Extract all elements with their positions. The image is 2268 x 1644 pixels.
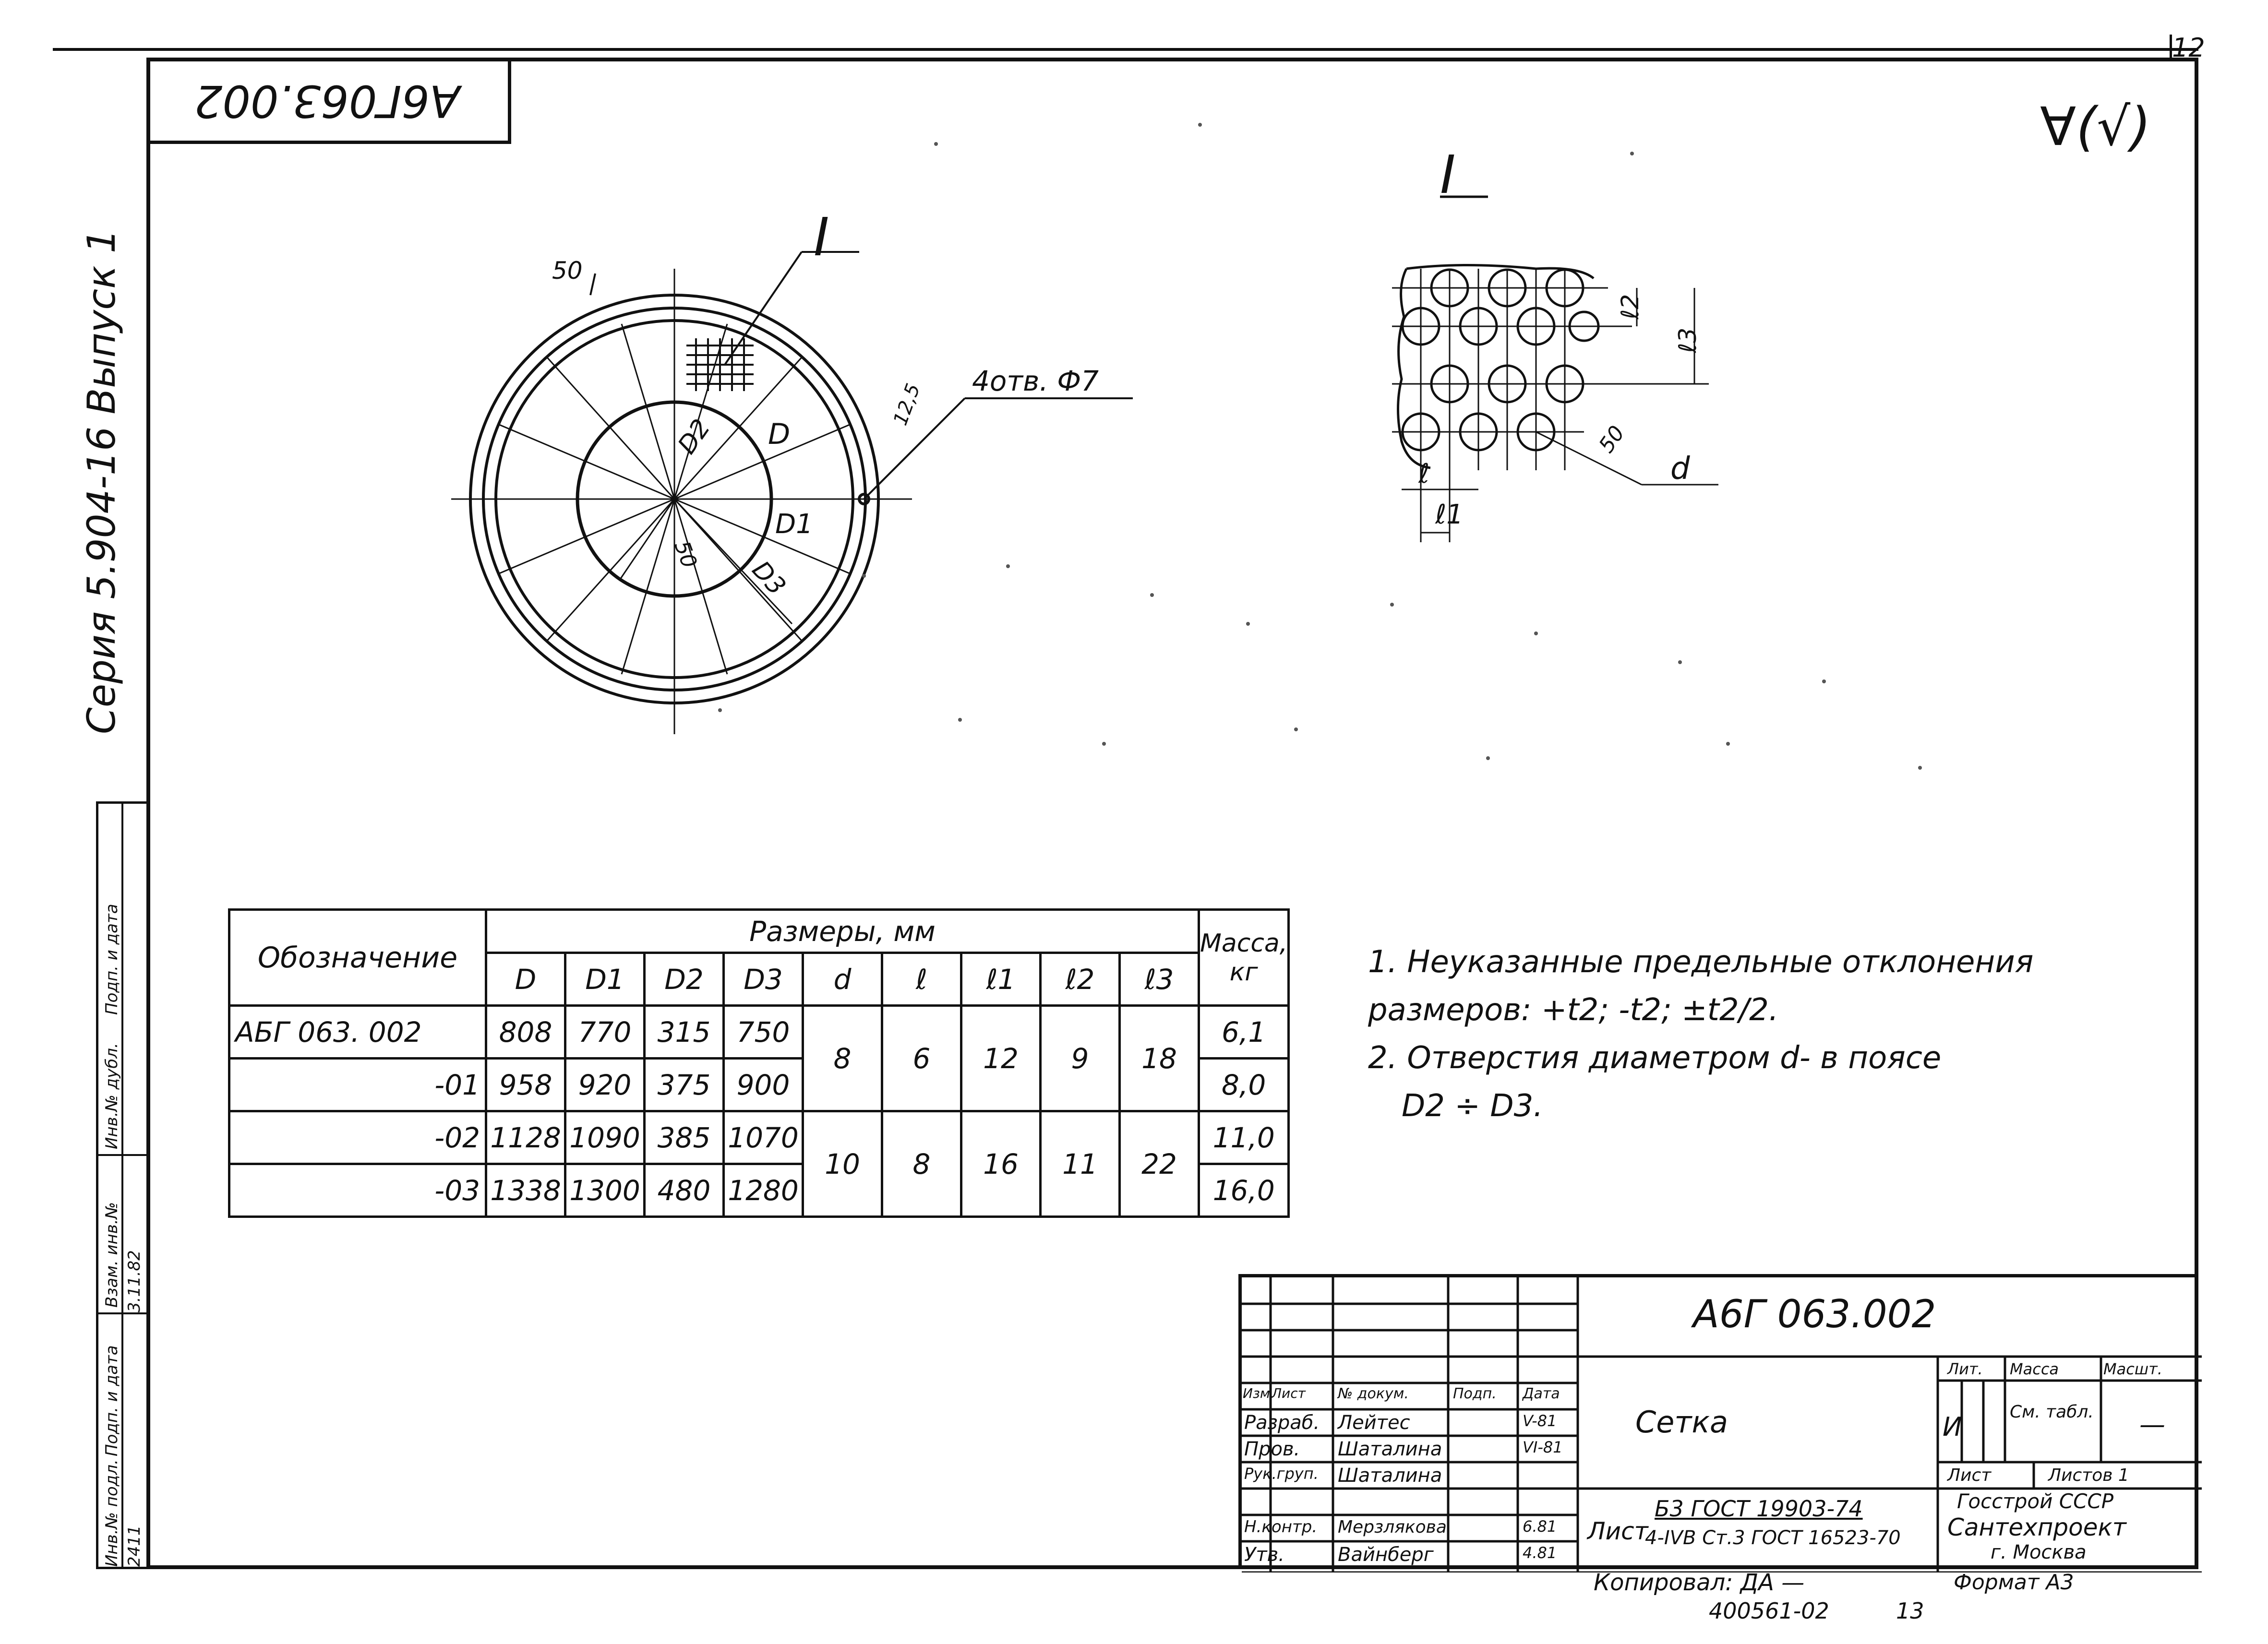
cell-D3: 750 [724,1006,803,1059]
lit-label: Лит. [1947,1360,1983,1378]
row-name: Вайнберг [1338,1544,1434,1566]
cell-D2: 375 [645,1059,724,1111]
label-D3: D3 [746,555,792,601]
note-1-line-2: размеров: +t2; -t2; ±t2/2. [1368,992,1779,1028]
cell-mass: 8,0 [1199,1059,1289,1111]
dimensions-table [228,908,1290,1218]
row-designation: АБГ 063. 002 [229,1006,486,1059]
upside-down-code: А6Г063.002 [194,75,460,127]
col-D: D [486,953,565,1006]
label-D: D [768,417,791,451]
row-role: Пров. [1244,1438,1300,1460]
cell-l-group2: 8 [882,1111,961,1217]
mass-label: Масса [2010,1360,2059,1378]
scan-noise [718,123,1922,770]
header-designation: Обозначение [229,910,486,1006]
note-2-line-1: 2. Отверстия диаметром d- в поясе [1368,1040,1942,1076]
sheet-label: Лист [1947,1465,1992,1485]
detail-50: 50 [1594,421,1630,458]
cell-mass: 16,0 [1199,1164,1289,1217]
cell-l3-group2: 22 [1120,1111,1199,1217]
label-D1: D1 [775,509,813,540]
cell-D: 1128 [486,1111,565,1164]
col-l1: ℓ1 [961,953,1041,1006]
row-role: Утв. [1244,1544,1284,1566]
row-role: Рук.груп. [1244,1465,1319,1483]
cell-l1-group1: 12 [961,1006,1041,1111]
cell-mass: 11,0 [1199,1111,1289,1164]
hdr-podp: Подп. [1453,1385,1497,1402]
hdr-docnum: № докум. [1338,1385,1409,1402]
title-block [1238,1274,2198,1569]
cell-D3: 1070 [724,1111,803,1164]
cell-D2: 315 [645,1006,724,1059]
cell-l3-group1: 18 [1120,1006,1199,1111]
col-D2: D2 [645,953,724,1006]
detail-l: ℓ [1418,458,1430,489]
scale-label: Масшт. [2103,1360,2162,1378]
table-row [229,1006,1289,1059]
dim-50-center: 50 [669,537,702,572]
col-d: d [803,953,882,1006]
table-header-row [229,910,1289,953]
row-name: Лейтес [1338,1412,1410,1434]
dim-50-top: 50 [552,257,583,285]
detail-label-I: I [1440,144,1456,205]
col-l2: ℓ2 [1041,953,1120,1006]
table-row [229,1111,1289,1164]
roughness-mark: ∀(√) [2040,96,2151,157]
material-prefix: Лист [1587,1517,1648,1545]
dim-50-tick [590,274,595,295]
format-label: Формат А3 [1954,1570,2074,1595]
strip-inv-number: 2411 [125,1525,144,1567]
detail-l2: ℓ2 [1616,294,1644,320]
row-designation: -03 [229,1164,486,1217]
cell-l1-group2: 16 [961,1111,1041,1217]
cell-l-group1: 6 [882,1006,961,1111]
row-date: VI-81 [1523,1438,1563,1456]
row-name: Мерзлякова [1338,1517,1447,1537]
mesh-hatch [686,338,754,391]
col-l: ℓ [882,953,961,1006]
col-D3: D3 [724,953,803,1006]
material-line-2: 4-IVВ Ст.3 ГОСТ 16523-70 [1645,1527,1901,1549]
cell-D1: 1090 [565,1111,645,1164]
strip-label-1: Инв.№ дубл. [102,1043,121,1149]
row-date: 6.81 [1523,1517,1557,1536]
cell-D3: 900 [724,1059,803,1111]
cell-d-group1: 8 [803,1006,882,1111]
row-date: V-81 [1523,1412,1557,1430]
hdr-data: Дата [1523,1385,1560,1402]
sheet-number: 12 [2170,35,2201,61]
cell-D2: 480 [645,1164,724,1217]
cell-D1: 920 [565,1059,645,1111]
cell-l2-group2: 11 [1041,1111,1120,1217]
note-1-line-1: 1. Неуказанные предельные отклонения [1368,944,2034,980]
col-l3: ℓ3 [1120,953,1199,1006]
col-D1: D1 [565,953,645,1006]
detail-view [1392,197,1718,542]
mass-value: См. табл. [2010,1402,2094,1422]
detail-d: d [1670,451,1690,487]
cell-D: 1338 [486,1164,565,1217]
cell-D2: 385 [645,1111,724,1164]
material-line-1: Б3 ГОСТ 19903-74 [1655,1496,1863,1522]
hdr-izm: Изм. [1243,1385,1274,1401]
detail-l3: ℓ3 [1674,327,1702,353]
dim-12-5: 12,5 [889,381,925,429]
row-date: 4.81 [1523,1544,1557,1562]
org-line-3: г. Москва [1991,1541,2087,1563]
cell-D1: 770 [565,1006,645,1059]
strip-label-3: Подп. и дата [102,1345,121,1456]
cell-D1: 1300 [565,1164,645,1217]
label-D2: D2 [672,414,717,460]
scale-value: — [2139,1409,2165,1440]
cell-D: 808 [486,1006,565,1059]
header-mass: Масса, кг [1199,910,1289,1006]
row-role: Н.контр. [1244,1517,1318,1537]
cell-D: 958 [486,1059,565,1111]
row-name: Шаталина [1338,1438,1442,1460]
holes-note: 4отв. Ф7 [972,365,1099,397]
view-label-I: I [814,206,829,268]
strip-label-4: Инв.№ подл. [102,1459,121,1567]
technical-notes [1368,938,2033,1130]
strip-sign-date: 3.11.82 [125,1250,144,1312]
archive-number: 400561-02 [1709,1598,1829,1624]
row-name: Шаталина [1338,1465,1442,1487]
header-dimensions: Размеры, мм [486,910,1199,953]
strip-label-0: Подп. и дата [102,904,121,1015]
cell-l2-group1: 9 [1041,1006,1120,1111]
row-role: Разраб. [1244,1412,1320,1434]
row-designation: -01 [229,1059,486,1111]
page-number: 13 [1896,1598,1924,1624]
org-line-1: Госстрой СССР [1957,1489,2114,1513]
cell-D3: 1280 [724,1164,803,1217]
lit-value: И [1943,1412,1962,1442]
title-block-name: Сетка [1635,1405,1728,1440]
org-line-2: Сантехпроект [1947,1513,2126,1541]
cell-mass: 6,1 [1199,1006,1289,1059]
strip-label-2: Взам. инв.№ [102,1202,121,1308]
detail-l1: ℓ1 [1435,499,1464,530]
title-block-code: А6Г 063.002 [1693,1292,1936,1336]
copied-by: Копировал: ДА — [1594,1569,1805,1596]
series-vertical-label: Серия 5.904-16 Выпуск 1 [79,229,124,734]
row-designation: -02 [229,1111,486,1164]
sheets-label: Листов 1 [2048,1465,2129,1485]
note-2-line-2: D2 ÷ D3. [1402,1088,1543,1124]
hdr-list: Лист [1272,1385,1306,1401]
cell-d-group2: 10 [803,1111,882,1217]
